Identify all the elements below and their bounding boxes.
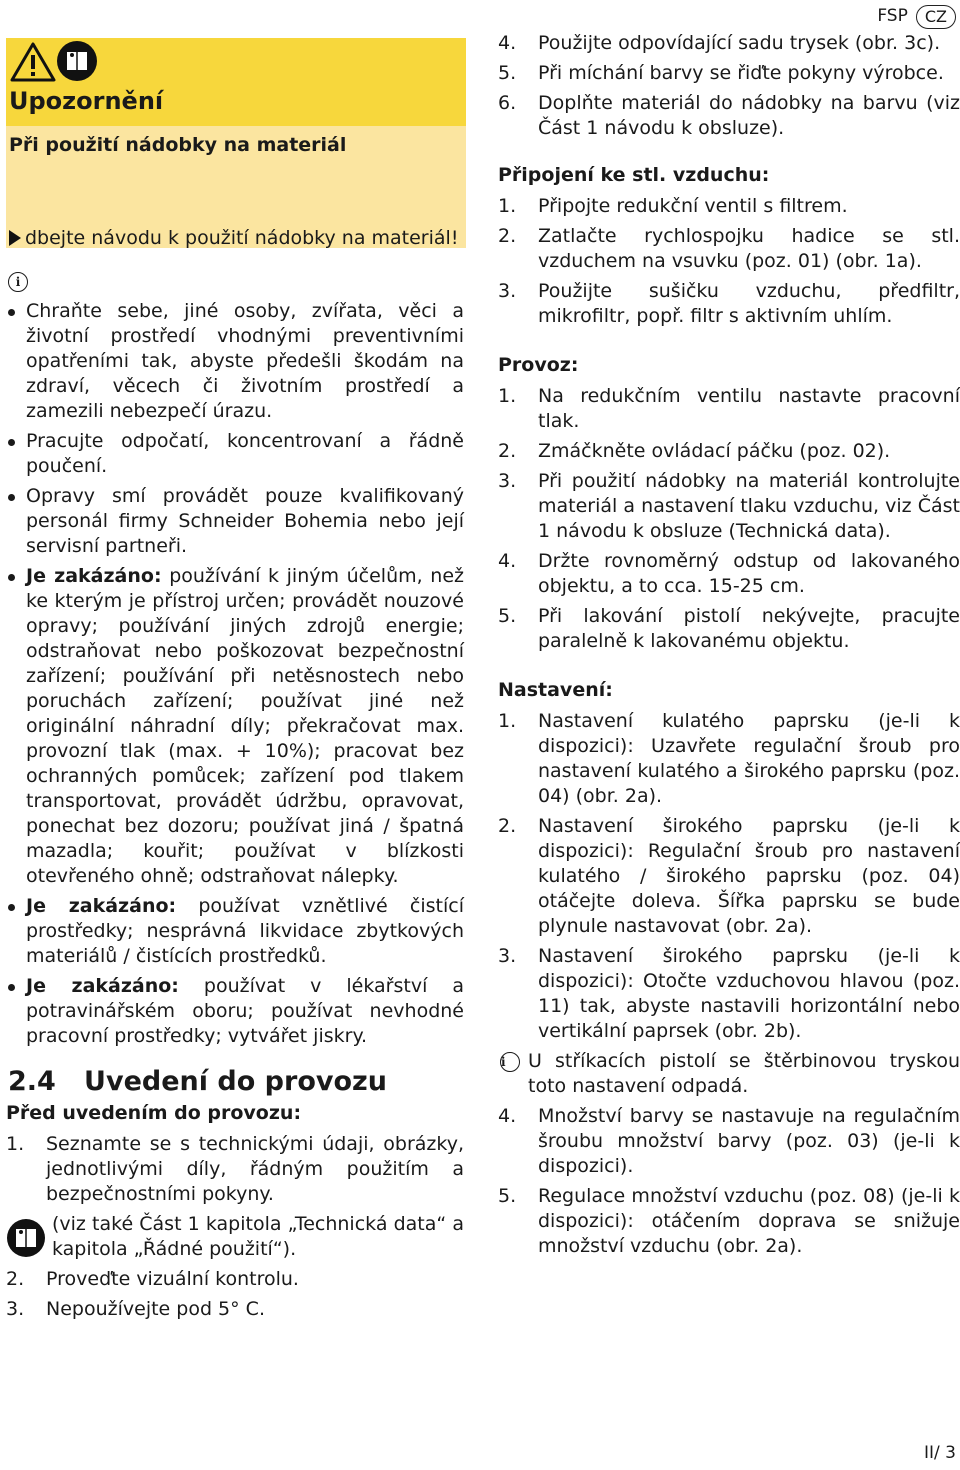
- item-number: 1.: [498, 710, 517, 732]
- forbidden-label: Je zakázáno:: [26, 565, 162, 587]
- list-item: Chraňte sebe, jiné osoby, zvířata, věci a životní prostředí vhodnými preventivními opatřeními tak, abyste předešli škodám na zdraví, věcech či životním prostředí a zamezili nebezpečí úrazu.: [6, 299, 464, 424]
- item-number: 3.: [498, 945, 517, 967]
- item-text: Zmáčkněte ovládací páčku (poz. 02).: [538, 440, 891, 462]
- subheading: Před uvedením do provozu:: [6, 1102, 302, 1124]
- manual-note-text: (viz také Část 1 kapitola „Technická data“ a kapitola „Řádné použití“).: [52, 1213, 464, 1260]
- list-item: [498, 279, 960, 329]
- warning-item: [9, 226, 461, 251]
- item-text: Nepoužívejte pod 5° C.: [46, 1298, 265, 1320]
- list-item: Pracujte odpočatí, koncentrovaní a řádně poučení.: [6, 429, 464, 479]
- forbidden-label: Je zakázáno:: [26, 895, 177, 917]
- list-item: [6, 564, 464, 889]
- section-title: Uvedení do provozu: [84, 1066, 387, 1097]
- item-number: 1.: [498, 385, 517, 407]
- list-item: [498, 384, 960, 434]
- warning-title: Upozornění: [9, 87, 164, 115]
- right-column: [498, 31, 960, 1264]
- item-text: Držte rovnoměrný odstup od lakovaného objektu, a to cca. 15-25 cm.: [538, 550, 960, 597]
- item-number: 1.: [6, 1133, 25, 1155]
- item-text: Připojte redukční ventil s filtrem.: [538, 195, 848, 217]
- item-number: 2.: [498, 815, 517, 837]
- page-number: II/ 3: [924, 1443, 956, 1463]
- warning-box: [6, 38, 466, 248]
- item-text: Použijte sušičku vzduchu, předfiltr, mikrofiltr, popř. filtr s aktivním uhlím.: [538, 280, 960, 327]
- manual-note: [6, 1212, 464, 1262]
- item-number: 5.: [498, 605, 517, 627]
- page-header: [877, 4, 956, 29]
- warning-item-text: dbejte návodu k použití nádobky na materiál!: [25, 227, 459, 249]
- item-number: 3.: [498, 470, 517, 492]
- info-note-text: U stříkacích pistolí se štěrbinovou tryskou toto nastavení odpadá.: [528, 1050, 960, 1097]
- item-text: Při míchání barvy se řiďte pokyny výrobce.: [538, 62, 944, 84]
- language-badge: CZ: [916, 5, 956, 29]
- list-item: [6, 974, 464, 1049]
- list-item: [498, 549, 960, 599]
- list-item: [6, 1267, 464, 1292]
- item-text: Nastavení širokého paprsku (je-li k dispozici): Regulační šroub pro nastavení kulatého / širokého paprsku (poz. 04) otáčejte doleva. Šířka paprsku se bude plynule nastavovat (obr. 2a).: [538, 815, 960, 937]
- item-number: 4.: [498, 1105, 517, 1127]
- list-item: [498, 944, 960, 1044]
- item-text: Proveďte vizuální kontrolu.: [46, 1268, 299, 1290]
- list-item: [498, 814, 960, 939]
- item-text: Doplňte materiál do nádobky na barvu (viz Část 1 návodu k obsluze).: [538, 92, 960, 139]
- warning-subtitle: Při použití nádobky na materiál: [9, 134, 347, 156]
- list-item: [498, 604, 960, 654]
- info-icon: i: [500, 1052, 520, 1072]
- list-item: [498, 31, 960, 56]
- item-text: Regulace množství vzduchu (poz. 08) (je-li k dispozici): otáčením doprava se snižuje množství vzduchu (obr. 2a).: [538, 1185, 960, 1257]
- left-column: [6, 268, 464, 1327]
- item-number: 4.: [498, 550, 517, 572]
- item-text: Při použití nádobky na materiál kontrolujte materiál a nastavení tlaku vzduchu, viz Část 1 návodu k obsluze (Technická data).: [538, 470, 960, 542]
- item-text: Nastavení kulatého paprsku (je-li k dispozici): Uzavřete regulační šroub pro nastavení kulatého a širokého paprsku (poz. 04) (obr. 2a).: [538, 710, 960, 807]
- list-item: [498, 1104, 960, 1179]
- item-number: 3.: [498, 280, 517, 302]
- subheading: Nastavení:: [498, 679, 613, 701]
- item-text: Množství barvy se nastavuje na regulačním šroubu množství barvy (poz. 03) (je-li k dispozici).: [538, 1105, 960, 1177]
- subheading: Připojení ke stl. vzduchu:: [498, 164, 770, 186]
- item-number: 2.: [498, 440, 517, 462]
- item-number: 3.: [6, 1298, 25, 1320]
- forbidden-text: používat vznětlivé čistící prostředky; nesprávná likvidace zbytkových materiálů / čistících prostředků.: [26, 895, 464, 967]
- item-text: Při lakování pistolí nekývejte, pracujte paralelně k lakovanému objektu.: [538, 605, 960, 652]
- info-icon: i: [8, 272, 28, 292]
- list-item: [498, 469, 960, 544]
- forbidden-text: používat v lékařství a potravinářském oboru; používat nevhodné pracovní prostředky; vytvářet jiskry.: [26, 975, 464, 1047]
- triangle-right-icon: [9, 230, 21, 246]
- read-manual-icon: [6, 1218, 46, 1258]
- list-item: [498, 61, 960, 86]
- item-number: 6.: [498, 92, 517, 114]
- item-number: 1.: [498, 195, 517, 217]
- item-number: 5.: [498, 1185, 517, 1207]
- item-text: Na redukčním ventilu nastavte pracovní tlak.: [538, 385, 960, 432]
- list-item: [498, 439, 960, 464]
- list-item: [498, 91, 960, 141]
- list-item: [6, 1297, 464, 1322]
- forbidden-label: Je zakázáno:: [26, 975, 179, 997]
- read-manual-icon: [56, 40, 98, 82]
- list-item: [498, 1184, 960, 1259]
- list-item: [6, 1132, 464, 1207]
- info-note: [498, 1049, 960, 1099]
- item-text: Nastavení širokého paprsku (je-li k dispozici): Otočte vzduchovou hlavou (poz. 11) tak, abyste nastavili horizontální nebo vertikální paprsek (obr. 2b).: [538, 945, 960, 1042]
- item-text: Použijte odpovídající sadu trysek (obr. 3c).: [538, 32, 941, 54]
- forbidden-text: používání k jiným účelům, než ke kterým je přístroj určen; provádět nouzové opravy; používání jiných zdrojů energie; odstraňovat nebo poškozovat bezpečnostní zařízení; používání při netěsnostech nebo poruchách zařízení; používat jiné než originální náhradní díly; překračovat max. provozní tlak (max. + 10%); pracovat bez ochranných pomůcek; zařízení pod tlakem transportovat, provádět údržbu, opravovat, ponechat bez dozoru; používat jiná / špatná mazadla; kouřit; používat v blízkosti otevřeného ohně; odstraňovat nálepky.: [26, 565, 465, 887]
- list-item: [498, 224, 960, 274]
- warning-triangle-icon: [10, 42, 56, 82]
- section-number: 2.4: [8, 1066, 56, 1097]
- item-text: Zatlačte rychlospojku hadice se stl. vzduchem na vsuvku (poz. 01) (obr. 1a).: [538, 225, 960, 272]
- subheading: Provoz:: [498, 354, 579, 376]
- section-heading: [8, 1065, 464, 1099]
- list-item: [498, 709, 960, 809]
- list-item: [498, 194, 960, 219]
- header-code: FSP: [877, 6, 908, 26]
- list-item: Opravy smí provádět pouze kvalifikovaný personál firmy Schneider Bohemia nebo její servisní partneři.: [6, 484, 464, 559]
- item-number: 5.: [498, 62, 517, 84]
- item-number: 2.: [498, 225, 517, 247]
- list-item: [6, 894, 464, 969]
- item-number: 2.: [6, 1268, 25, 1290]
- item-text: Seznamte se s technickými údaji, obrázky, jednotlivými díly, řádným použitím a bezpečnostními pokyny.: [46, 1133, 464, 1205]
- item-number: 4.: [498, 32, 517, 54]
